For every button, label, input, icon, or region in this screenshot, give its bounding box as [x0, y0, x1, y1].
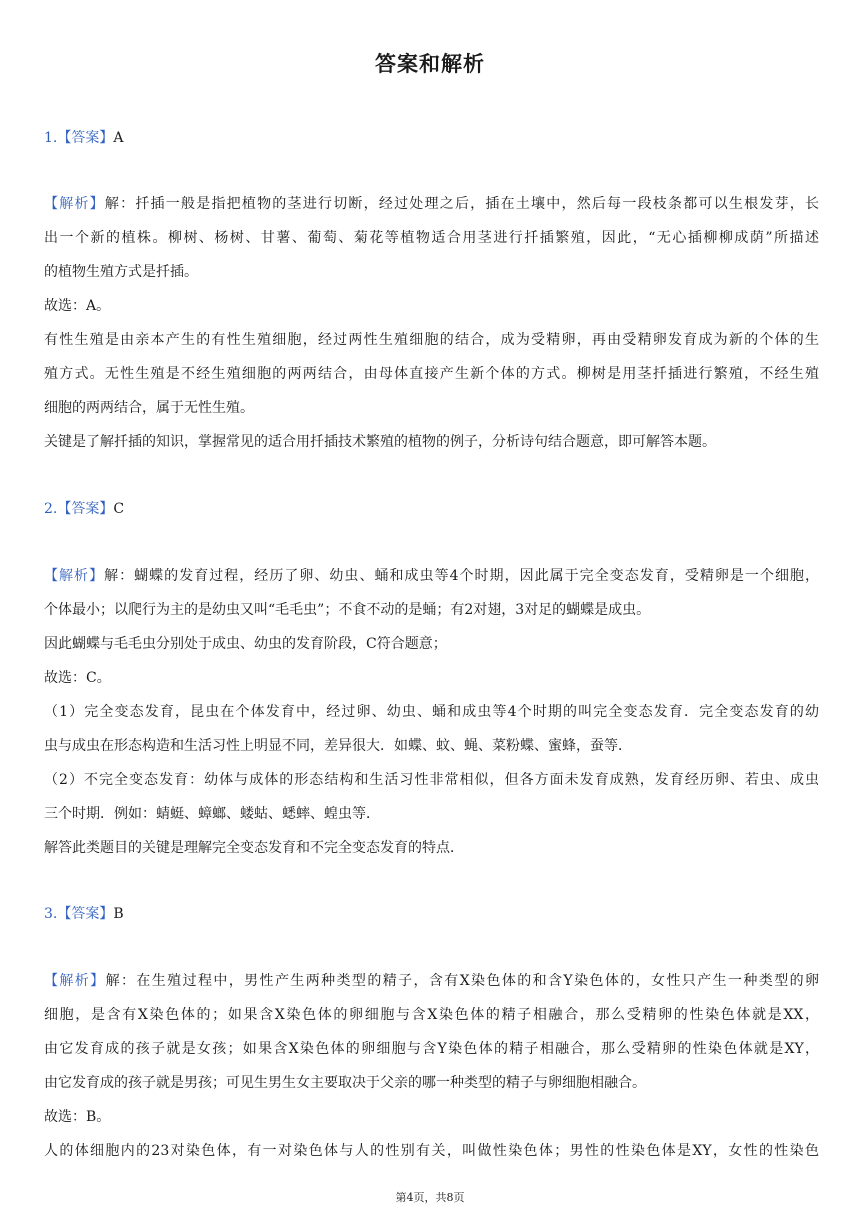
- answer-label: 【答案】: [57, 906, 114, 922]
- analysis-line: （2）不完全变态发育：幼体与成体的形态结构和生活习性非常相似，但各方面未发育成熟，发育经历卵、若虫、成虫: [44, 772, 819, 788]
- analysis-line: 关键是了解扦插的知识，掌握常见的适合用扦插技术繁殖的植物的例子，分析诗句结合题意，即可解答本题。: [44, 434, 716, 450]
- answer-label: 【答案】: [57, 501, 114, 517]
- analysis-line: 解答此类题目的关键是理解完全变态发育和不完全变态发育的特点．: [44, 840, 464, 856]
- question-number: 1.: [44, 130, 58, 146]
- question-2-answer: [44, 499, 819, 519]
- analysis-label: 【解析】: [44, 196, 105, 212]
- analysis-line: 因此蝴蝶与毛毛虫分别处于成虫、幼虫的发育阶段，C符合题意；: [44, 636, 447, 652]
- analysis-line: 个体最小；以爬行为主的是幼虫又叫“毛毛虫”；不食不动的是蛹；有2对翅，3对足的蝴蝶是成虫。: [44, 602, 651, 618]
- question-1-analysis: [44, 187, 819, 459]
- question-number: 2.: [44, 501, 58, 517]
- analysis-line: 虫与成虫在形态构造和生活习性上明显不同，差异很大．如蝶、蚊、蝇、菜粉蝶、蜜蜂，蚕等．: [44, 738, 632, 754]
- answer-value: A: [113, 130, 124, 146]
- analysis-line: 人的体细胞内的23对染色体，有一对染色体与人的性别有关，叫做性染色体；男性的性染色体是XY，女性的性染色: [44, 1143, 819, 1159]
- analysis-line: 【解析】解：在生殖过程中，男性产生两种类型的精子，含有X染色体的和含Y染色体的，女性只产生一种类型的卵: [44, 973, 819, 989]
- analysis-line: 由它发育成的孩子就是男孩；可见生男生女主要取决于父亲的哪一种类型的精子与卵细胞相融合。: [44, 1075, 646, 1091]
- analysis-line: 出一个新的植株。柳树、杨树、甘薯、葡萄、菊花等植物适合用茎进行扦插繁殖，因此，“无心插柳柳成荫”所描述: [44, 230, 819, 246]
- analysis-line: （1）完全变态发育，昆虫在个体发育中，经过卵、幼虫、蛹和成虫等4个时期的叫完全变态发育．完全变态发育的幼: [44, 704, 819, 720]
- answer-label: 【答案】: [57, 130, 114, 146]
- question-2-analysis: [44, 559, 819, 865]
- analysis-line: 故选：B。: [44, 1109, 111, 1125]
- page-title: 答案和解析: [375, 52, 485, 76]
- analysis-line: 细胞，是含有X染色体的；如果含X染色体的卵细胞与含X染色体的精子相融合，那么受精卵的性染色体就是XX，: [44, 1007, 819, 1023]
- analysis-line: 故选：A。: [44, 298, 111, 314]
- answer-value: B: [113, 906, 124, 922]
- analysis-line: 【解析】解：蝴蝶的发育过程，经历了卵、幼虫、蛹和成虫等4个时期，因此属于完全变态发育，受精卵是一个细胞，: [44, 568, 819, 584]
- analysis-line: 的植物生殖方式是扦插。: [44, 264, 198, 280]
- analysis-line: 【解析】解：扦插一般是指把植物的茎进行切断，经过处理之后，插在土壤中，然后每一段枝条都可以生根发芽，长: [44, 196, 819, 212]
- analysis-line: 细胞的两两结合，属于无性生殖。: [44, 400, 254, 416]
- analysis-line: 殖方式。无性生殖是不经生殖细胞的两两结合，由母体直接产生新个体的方式。柳树是用茎扦插进行繁殖，不经生殖: [44, 366, 819, 382]
- analysis-line: 有性生殖是由亲本产生的有性生殖细胞，经过两性生殖细胞的结合，成为受精卵，再由受精卵发育成为新的个体的生: [44, 332, 819, 348]
- analysis-line: 故选：C。: [44, 670, 111, 686]
- question-3-analysis: [44, 964, 819, 1168]
- analysis-label: 【解析】: [44, 568, 105, 584]
- question-3-answer: [44, 904, 819, 924]
- question-1-answer: [44, 128, 819, 148]
- answer-value: C: [113, 501, 125, 517]
- analysis-line: 由它发育成的孩子就是女孩；如果含X染色体的卵细胞与含Y染色体的精子相融合，那么受精卵的性染色体就是XY，: [44, 1041, 819, 1057]
- page-footer: 第4页，共8页: [395, 1191, 465, 1204]
- question-number: 3.: [44, 906, 58, 922]
- analysis-label: 【解析】: [44, 973, 106, 989]
- analysis-line: 三个时期．例如：蜻蜓、蟑螂、蝼蛄、蟋蟀、蝗虫等．: [44, 806, 380, 822]
